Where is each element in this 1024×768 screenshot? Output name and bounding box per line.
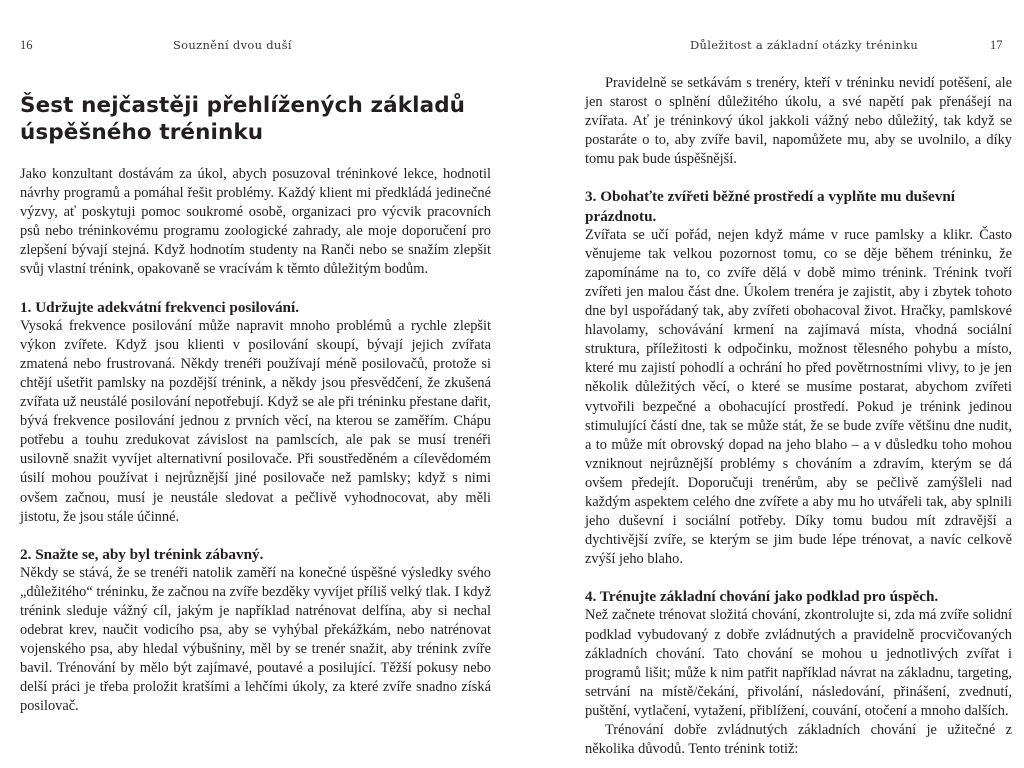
intro-paragraph: Jako konzultant dostávám za úkol, abych posuzoval tréninkové lekce, hodnotil návrhy programů a pomáhal řešit problémy. Každý klient mi předkládá jedinečné výzvy, ať poskytuji pomoc soukromé osobě, organizaci pro výcvik pracovních psů nebo tréninkovému programu zoologické zahrady, ale moje doporučení pro zlepšení bývají stejná. Když hodnotím studenty na Ranči nebo se snažím zlepšit svůj vlastní trénink, opakovaně se vracívám k těmto důležitým bodům. [20, 166, 491, 278]
running-head-left: Souznění dvou duší [173, 38, 292, 52]
running-head-right: Důležitost a základní otázky tréninku [690, 38, 919, 52]
section-3-paragraph: Zvířata se učí pořád, nejen když máme v ruce pamlsky a klikr. Často věnujeme tak velkou pozornost tomu, co se děje během tréninku, že zapomínáme na to, co zvíře dělá v době mimo trénink. Trénink tvoří zvířeti jen malou část dne. Úkolem trenéra je zajistit, aby i zbytek tohoto dne byl uspořádaný tak, aby zvířeti obohacoval život. Hračky, pamlskové hlavolamy, schovávání krmení na zajímavá místa, vhodná sociální struktura, příležitosti k odpočinku, možnost tělesného pohybu a místo, které mu zajistí pohodlí a ochrání ho před povětrnostními vlivy, to je jen několik důležitých věcí, o které se musíme postarat, abychom zvířeti vytvořili bezpečné a obohacující prostředí. Pokud je trénink jedinou stimulující částí dne, tak se může stát, že se bude zvíře většinu dne nudit, a to může mít obrovský dopad na jeho blaho – a v důsledku toho mohou vzniknout nejrůznější problémy s chováním a zdravím, kterým se dá ovšem předejít. Doporučuji trenérům, aby se pečlivě zamýšleli nad každým aspektem celého dne zvířete a aby mu ho utvářeli tak, aby splnili jeho duševní i sociální potřeby. Díky tomu budou mít zdravější a dychtivější zvíře, se kterým se jim bude lépe trénovat, a navíc celkově zvýší jeho blaho. [585, 226, 1012, 568]
page-number-right: 17 [990, 38, 1003, 52]
chapter-title-line2: úspěšného tréninku [20, 120, 264, 145]
section-2-heading: 2. Snažte se, aby byl trénink zábavný. [20, 545, 264, 563]
section-1-heading: 1. Udržujte adekvátní frekvenci posilování. [20, 298, 300, 316]
right-body-text [585, 74, 1012, 759]
section-3-heading: 3. Obohaťte zvířeti běžné prostředí a vyplňte mu duševní prázdnotu. [585, 188, 956, 225]
chapter-title [20, 92, 500, 146]
section-2-paragraph: Někdy se stává, že se trenéři natolik zaměří na konečné úspěšné výsledky svého „důležitého“ tréninku, že začnou na zvíře bezděky vyvíjet příliš velký tlak. I když trénink sleduje vážný cíl, jakým je například natrénovat delfína, aby si nechal odebrat krev, naučit vodicího psa, aby se vyhýbal překážkám, nebo natrénovat vojenského psa, aby hledal výbušniny, měl by se trenér snažit, aby trénink zvíře bavil. Trénování by mělo být zajímavé, poutavé a posilující. Těžší pokusy nebo delší práci je třeba proložit kratšími a lehčími úkoly, za které zvíře snadno získá posilovač. [20, 564, 491, 715]
section-4-paragraph-2: Trénování dobře zvládnutých základních chování je užitečné z několika důvodů. Tento trénink totiž: [585, 722, 1012, 758]
section-1-paragraph: Vysoká frekvence posilování může napravit mnoho problémů a rychle zlepšit výkon zvířete. Když jsou klienti v posilování skoupí, bývají jejich zvířata zmatená nebo frustrovaná. Někdy trenéři používají méně posilovačů, protože si chtějí ušetřit pamlsky na pozdější trénink, a někdy jsou přesvědčení, že zkušená zvířata už neustálé posilování nepotřebují. Když se ale při tréninku přestane dařit, bývá frekvence posilování jednou z prvních věcí, na kterou se zaměřím. Chápu potřebu a touhu zredukovat závislost na pamlscích, ale pak se musí trenéři usilovně snažit vyvíjet alternativní posilovače. Při soustředěném a cílevědomém úsilí mohou používat i nejrůznější jiné posilovače než pamlsky; když s nimi ovšem začnou, musí je neustále sledovat a pečlivě vyhodnocovat, aby měli jistotu, že jsou stále účinné. [20, 317, 491, 525]
section-4-paragraph: Než začnete trénovat složitá chování, zkontrolujte si, zda má zvíře solidní podklad vybudovaný z dobře zvládnutých a pravidelně procvičovaných základních chování. Tato chování se mohou u jednotlivých zvířat i programů lišit; může k nim patřit například návrat na základnu, targeting, setrvání na místě/čekání, přivolání, následování, přinášení, zvednutí, puštění, vytlačení, vytažení, přiblížení, couvání, otočení a mnoho dalších. [585, 607, 1012, 719]
left-body-text [20, 165, 491, 717]
section-4-heading: 4. Trénujte základní chování jako podklad pro úspěch. [585, 588, 939, 606]
continuation-paragraph: Pravidelně se setkávám s trenéry, kteří v tréninku nevidí potěšení, ale jen starost o splnění důležitého úkolu, a své napětí pak přenášejí na zvířata. Ať je tréninkový úkol jakkoli vážný nebo důležitý, tak když se postaráte o to, aby zvíře bavil, napomůžete mu, aby se uvolnilo, a díky tomu pak bude úspěšnější. [585, 75, 1012, 168]
page-number-left: 16 [20, 38, 33, 52]
chapter-title-line1: Šest nejčastěji přehlížených základů [20, 93, 466, 118]
